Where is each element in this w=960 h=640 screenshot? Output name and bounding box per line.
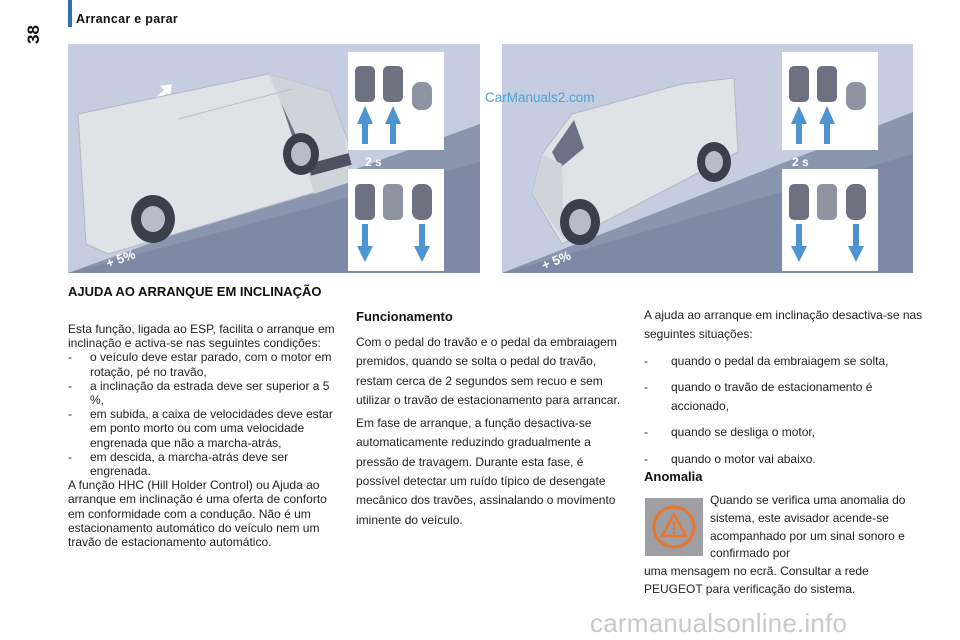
hill-assist-warning-icon — [645, 498, 703, 556]
timer-label: 2 s — [365, 155, 382, 169]
anomaly-text: Quando se verifica uma anomalia do sistema, este avisador acende-se acompanhado por um sinal sonoro e confirmado por — [710, 493, 906, 561]
footer-watermark: carmanualsonline.info — [590, 608, 848, 638]
list-item: - em descida, a marcha-atrás deve ser engrenada. — [68, 450, 338, 478]
illustration-van-pedals-right — [502, 44, 913, 273]
list-item: - quando o travão de estacionamento é accionado, — [644, 378, 924, 417]
intro-paragraph: Esta função, ligada ao ESP, facilita o arranque em inclinação e activa-se nas seguintes condições: — [68, 322, 335, 351]
condition-text: em subida, a caixa de velocidades deve estar em ponto morto ou com uma velocidade engrenada que não a marcha-atrás, — [90, 407, 333, 450]
condition-text: em descida, a marcha-atrás deve ser engrenada. — [90, 449, 289, 479]
heading-anomaly: Anomalia — [644, 469, 703, 484]
list-item: - quando o pedal da embraiagem se solta, — [644, 352, 924, 371]
pedals-top-box — [348, 52, 444, 150]
pedals-bottom-box — [348, 169, 444, 271]
list-item: - a inclinação da estrada deve ser superior a 5 %, — [68, 379, 338, 407]
slope-label: + 5% — [539, 247, 573, 273]
anomaly-text-continued: uma mensagem no ecrã. Consultar a rede PEUGEOT para verificação do sistema. — [644, 564, 869, 596]
situation-text: quando o motor vai abaixo. — [671, 451, 816, 466]
deactivation-intro: A ajuda ao arranque em inclinação desactiva-se nas seguintes situações: — [644, 308, 923, 342]
column-deactivation — [644, 306, 924, 476]
warning-light-box — [645, 498, 703, 556]
list-item: - quando o motor vai abaixo. — [644, 450, 924, 469]
situation-text: quando se desliga o motor, — [671, 425, 816, 440]
heading-operation: Funcionamento — [356, 309, 453, 324]
list-item: - em subida, a caixa de velocidades deve estar em ponto morto ou com uma velocidade engrenada que não a marcha-atrás, — [68, 407, 338, 450]
operation-paragraph: Com o pedal do travão e o pedal da embraiagem premidos, quando se solta o pedal do travão, restam cerca de 2 segundos sem recuo e sem utilizar o travão de estacionamento para arrancar. — [356, 335, 621, 407]
column-operation — [356, 333, 626, 534]
pedals-bottom-box — [782, 169, 878, 271]
illustration-van-pedals-left — [68, 44, 480, 273]
situation-text: quando o travão de estacionamento é accionado, — [671, 379, 873, 414]
page-number: 38 — [24, 25, 43, 44]
section-title: Arrancar e parar — [76, 12, 179, 26]
operation-paragraph: Em fase de arranque, a função desactiva-se automaticamente reduzindo gradualmente a pressão de travagem. Durante esta fase, é possível detectar um ruído típico de desengate mecânico dos travões, assinalando o movimento iminente do veículo. — [356, 416, 616, 527]
list-item: - quando se desliga o motor, — [644, 423, 924, 442]
situation-text: quando o pedal da embraiagem se solta, — [671, 353, 889, 368]
condition-text: o veículo deve estar parado, com o motor em rotação, pé no travão, — [90, 350, 332, 379]
header-accent-bar — [68, 0, 72, 27]
van-on-slope-illustration — [502, 44, 913, 273]
slope-label: + 5% — [103, 246, 138, 271]
list-item: - o veículo deve estar parado, com o motor em rotação, pé no travão, — [68, 350, 338, 378]
condition-text: a inclinação da estrada deve ser superior a 5 %, — [90, 378, 330, 408]
closing-paragraph: A função HHC (Hill Holder Control) ou Ajuda ao arranque em inclinação é uma oferta de conforto em conformidade com a condução. Não é um estacionamento automático do veículo nem um travão de estacionamento automático. — [68, 478, 327, 550]
watermark-text: CarManuals2.com — [485, 90, 595, 105]
pedals-top-box — [782, 52, 878, 150]
heading-hill-start-assist: AJUDA AO ARRANQUE EM INCLINAÇÃO — [68, 284, 322, 299]
van-on-slope-illustration — [68, 44, 480, 273]
timer-label: 2 s — [792, 155, 809, 169]
column-hill-start-conditions — [68, 322, 338, 549]
